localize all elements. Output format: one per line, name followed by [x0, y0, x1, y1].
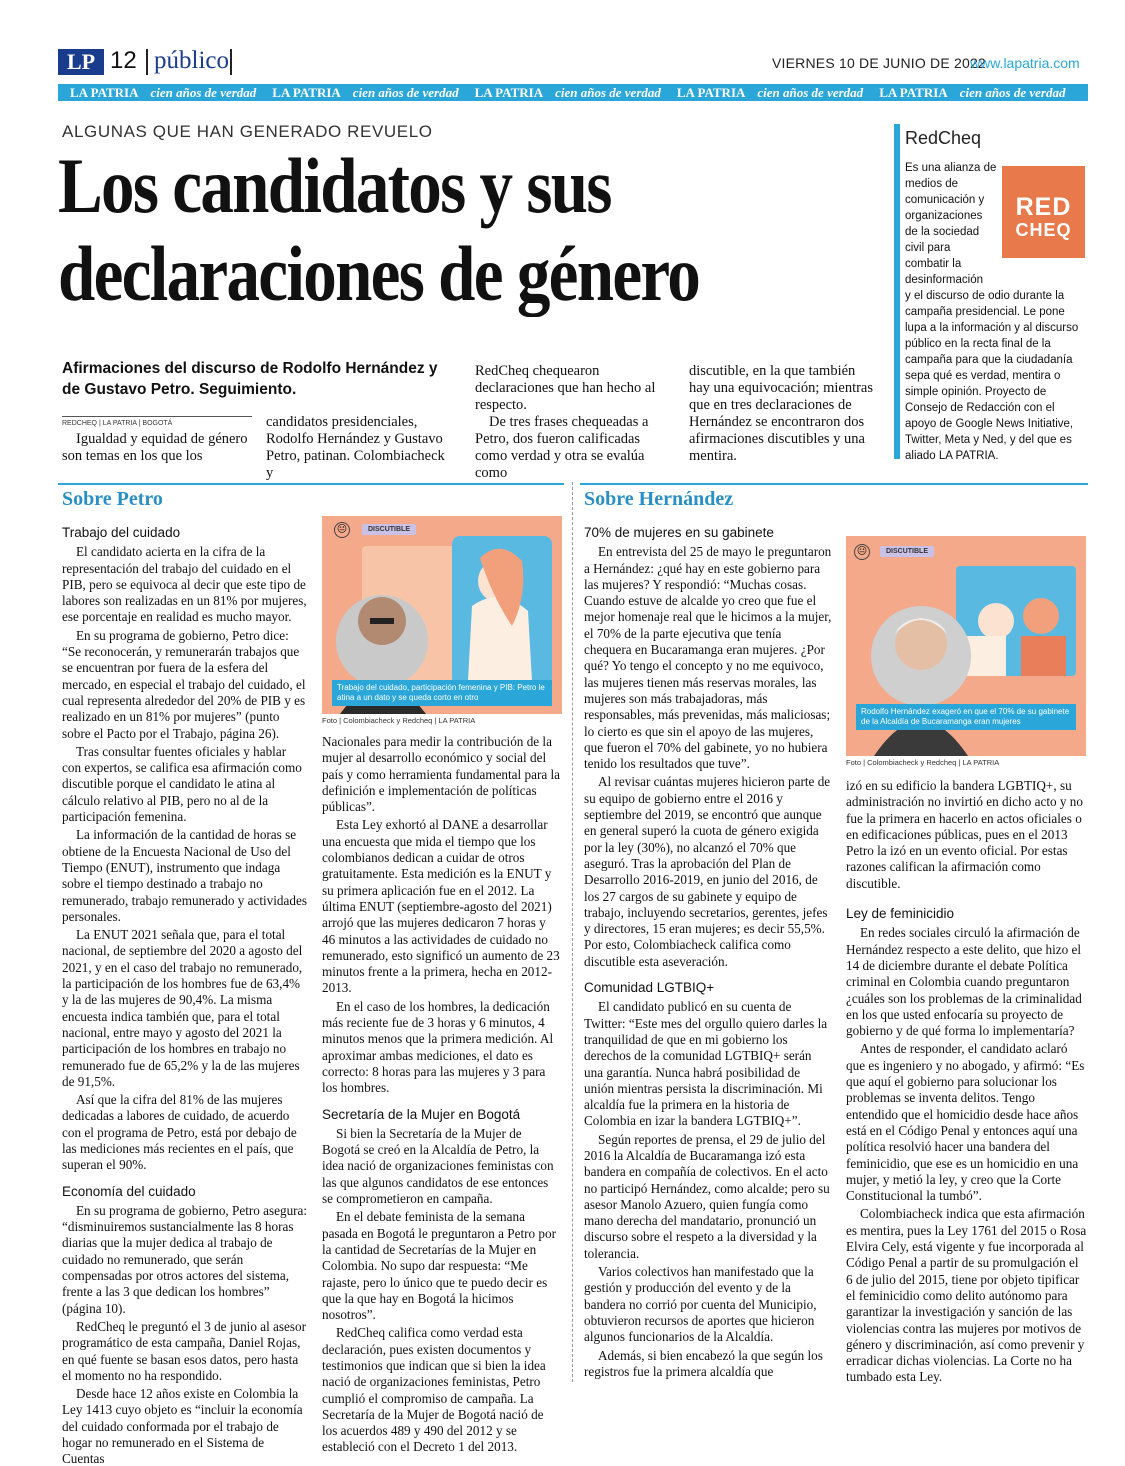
section-rule [580, 483, 1088, 485]
photo-credit: Foto | Colombiacheck y Redcheq | LA PATRIA [846, 758, 1000, 767]
hernandez-photo [846, 536, 1086, 756]
paragraph: Así que la cifra del 81% de las mujeres dedicadas a labores de cuidado, de acuerdo con el programa de Petro, está por debajo de las mediciones más recientes en el país, que superan el 90%. [62, 1092, 297, 1173]
lp-logo: LP [58, 49, 104, 75]
paragraph: Tras consultar fuentes oficiales y hablar con expertos, se califica esa afirmación como discutible porque el candidato le atina al cálculo relativo al PIB, pero no al de la participación femenina. [62, 743, 302, 825]
band-brand: LA PATRIA [474, 85, 544, 100]
issue-date: VIERNES 10 DE JUNIO DE 2022 [772, 55, 986, 71]
article-title: Los candidatos y sus declaraciones de género [58, 142, 700, 317]
paragraph: En el debate feminista de la semana pasada en Bogotá le preguntaron a Petro por la cantidad de Secretarías de la Mujer en Colombia. No supo dar respuesta: “Me rajaste, pero lo único que te puedo decir es que la que hay en Bogotá la hicimos nosotros”. [322, 1209, 557, 1323]
photo-caption: Rodolfo Hernández exageró en que el 70% de su gabinete de la Alcaldía de Bucaramanga eran mujeres [856, 704, 1076, 730]
paragraph: La información de la cantidad de horas se obtiene de la Encuesta Nacional de Uso del Tiempo (ENUT), instrumento que indaga sobre el tiempo destinado a trabajo no remunerado, trabajo remunerado y actividades personales. [62, 827, 307, 924]
paragraph: Además, si bien encabezó la que según los registros fue la primera alcaldía que [584, 1347, 823, 1379]
neutral-face-icon: 😐 [334, 522, 350, 538]
paragraph: Si bien la Secretaría de la Mujer de Bogotá se creó en la Alcaldía de Petro, la idea nació de organizaciones feministas con las que algunos candidatos de ese entonces se comprometieron en campaña. [322, 1125, 554, 1207]
paragraph: RedCheq califica como verdad esta declaración, pues existen documentos y testimonios que indican que si bien la idea nació de organizaciones feministas, Petro cumplió el compromiso de campaña. La Secretaría de la Mujer de Bogotá nació de los acuerdos 489 y 490 del 2012 y se estableció con el Decreto 1 del 2013. [322, 1325, 546, 1455]
band-slogan: cien años de verdad [959, 85, 1066, 100]
byline-rule [62, 416, 252, 417]
hernandez-column-2 [846, 778, 1088, 1388]
byline: REDCHEQ | LA PATRIA | BOGOTÁ [62, 420, 173, 427]
paragraph: En entrevista del 25 de mayo le preguntaron a Hernández: ¿qué hay en este gobierno para las mujeres? Y respondió: “Muchas cosas. Cuando estuve de alcalde yo creo que fue el mejor homenaje real que le hicimos a la mujer, el 70% de la parte ejecutiva que tenía chequera en Bucaramanga eran mujeres. ¿Por qué? Yo tengo el concepto y no me equivoco, las mujeres tienen más reservas morales, las mujeres son más trabajadoras, más responsables, más prevenidas, más maliciosas; lo cierto es que sin el apoyo de las mujeres, que fueron el 70% del gabinete, yo no hubiera tenido los resultados que tuve”. [584, 544, 832, 772]
divider [230, 49, 232, 75]
intro-text: De tres frases chequeadas a Petro, dos fueron calificadas como verdad y otra se evalúa como [475, 414, 649, 481]
redcheq-logo: RED CHEQ [1002, 166, 1085, 258]
paragraph: Varios colectivos han manifestado que la gestión y producción del evento y de la bandera no corrió por cuenta del Municipio, obtuvieron recursos de aportes que hicieron algunos funcionarios de la Alcaldía. [584, 1264, 817, 1345]
petro-column-2 [322, 734, 562, 1458]
section-title-petro: Sobre Petro [62, 488, 163, 510]
slogan-band [58, 84, 1088, 101]
paragraph: En su programa de gobierno, Petro asegura: “disminuiremos sustancialmente las 8 horas diarias que la mujer dedica al trabajo de cuidado no remunerado, que serán compensadas por otros actores del sistema, frente a las 3 que dedican los hombres” (página 10). [62, 1202, 308, 1316]
section-name: público [154, 47, 229, 74]
website-link[interactable]: www.lapatria.com [970, 55, 1080, 71]
hernandez-column-1 [584, 525, 832, 1382]
photo-credit: Foto | Colombiacheck y Redcheq | LA PATRIA [322, 716, 476, 725]
subsection-heading: 70% de mujeres en su gabinete [584, 525, 774, 540]
redcheq-text: Es una alianza de medios de comunicación y organizaciones de la sociedad civil para combatir la desinformación [905, 162, 997, 286]
paragraph: El candidato publicó en su cuenta de Twitter: “Este mes del orgullo quiero darles la tranquilidad de que en mi gobierno los derechos de la comunidad LGTBIQ+ serán una garantía. Nunca habrá posibilidad de unión mientras persista la discriminación. Mi alcaldía fue la primera en la historia de Colombia en izar la bandera LGTBIQ+”. [584, 999, 828, 1129]
intro-column-1 [62, 431, 248, 465]
neutral-face-icon: 😐 [854, 544, 870, 560]
band-brand: LA PATRIA [676, 85, 746, 100]
paragraph: Desde hace 12 años existe en Colombia la Ley 1413 cuyo objeto es “incluir la economía del cuidado conformada por el trabajo de hogar no remunerado en el Sistema de Cuentas [62, 1386, 303, 1466]
paragraph: Según reportes de prensa, el 29 de julio del 2016 la Alcaldía de Bucaramanga izó esta bandera en compañía de colectivos. En el acto no participó Hernández, como alcalde; pero su asesor Manolo Azuero, quien fungía como mano derecha del mandatario, pronunció un discurso sobre el respeto a la diversidad y la tolerancia. [584, 1131, 830, 1261]
subsection-heading: Secretaría de la Mujer en Bogotá [322, 1106, 521, 1122]
intro-text: Igualdad y equidad de género son temas en los que los [62, 431, 248, 464]
band-brand: LA PATRIA [272, 85, 341, 100]
page-number: 12 [110, 47, 137, 74]
page-header [58, 47, 1088, 77]
subsection-heading: Comunidad LGTBIQ+ [584, 980, 715, 996]
band-slogan: cien años de verdad [352, 85, 459, 100]
band-slogan: cien años de verdad [555, 85, 661, 100]
band-brand: LA PATRIA [70, 85, 139, 100]
verdict-badge: DISCUTIBLE [880, 546, 934, 557]
subsection-heading: Economía del cuidado [62, 1183, 196, 1199]
section-title-hernandez: Sobre Hernández [584, 488, 734, 510]
paragraph: Al revisar cuántas mujeres hicieron parte de su equipo de gobierno entre el 2016 y septiembre del 2019, se encontró que aunque en general superó la cuota de género exigida por la ley (30%), no alcanzó el 70% que aseguró. Tras la aprobación del Plan de Desarrollo 2016-2019, en junio del 2016, de los 27 cargos de su gabinete y equipo de trabajo, incluyendo secretarios, gerentes, jefes y directores, 15 eran mujeres; es decir 55,5%. Por esto, Colombiacheck califica como discutible esta aseveración. [584, 774, 831, 969]
paragraph: Colombiacheck indica que esta afirmación es mentira, pues la Ley 1761 del 2015 o Rosa Elvira Cely, está vigente y fue incorporada al Código Penal a partir de su promulgación el 6 de julio del 2015, tiene por objeto tipificar el feminicidio como delito autónomo para garantizar la investigación y sanción de las violencias contra las mujeres por motivos de género y discriminación, así como prevenir y erradicar dichas violencias. La Corte no ha tumbado esta Ley. [846, 1206, 1087, 1385]
band-brand: LA PATRIA [879, 85, 948, 100]
photo-caption: Trabajo del cuidado, participación femenina y PIB: Petro le atina a un dato y se queda corto en otro [332, 680, 552, 706]
section-rule [58, 483, 564, 485]
paragraph: En el caso de los hombres, la dedicación más reciente fue de 3 horas y 6 minutos, 4 minutos menos que la primera medición. Al aproximar ambas mediciones, el dato es correcto: 8 horas para las mujeres y 3 para los hombres. [322, 998, 554, 1096]
paragraph: En su programa de gobierno, Petro dice: “Se reconocerán, y remunerarán trabajos que se encuentran por fuera de la esfera del mercado, en especial el trabajo del cuidado, el cual representa alrededor del 20% de PIB y es realizado en un 81% por mujeres” (punto sobre el Pacto por el Trabajo, página 26). [62, 627, 306, 741]
intro-column-3 [475, 363, 671, 482]
intro-text: discutible, en la que también hay una equivocación; mientras que en tres declaraciones de Hernández se encontraron dos afirmaciones discutibles y una mentira. [689, 363, 874, 464]
paragraph: RedCheq le preguntó el 3 de junio al asesor programático de esta campaña, Daniel Rojas, en qué fuente se basan esos datos, pero hasta el momento no ha respondido. [62, 1318, 306, 1383]
band-slogan: cien años de verdad [757, 85, 864, 100]
paragraph: La ENUT 2021 señala que, para el total nacional, de septiembre del 2020 a agosto del 2021, y en el caso del trabajo no remunerado, la participación de los hombres fue de 63,4% y la de las mujeres de 90,4%. La misma encuesta indica también que, para el total nacional, entre mayo y agosto del 2021 la participación de los hombres en trabajo no remunerado fue de 65,2% y la de las mujeres de 91,5%. [62, 927, 303, 1089]
redcheq-accent-bar [894, 124, 900, 459]
subsection-heading: Trabajo del cuidado [62, 525, 181, 540]
redcheq-title: RedCheq [905, 128, 982, 148]
intro-column-4 [689, 363, 879, 465]
paragraph: Esta Ley exhortó al DANE a desarrollar una encuesta que mida el tiempo que los colombianos dedican a cuidar de otros gratuitamente. Esta medición es la ENUT y su primera aplicación fue en el 2012. La última ENUT (septiembre-agosto del 2021) arrojó que las mujeres dedicaron 7 horas y 46 minutos a las actividades de cuidado no remunerado, esto significó un aumento de 23 minutos frente a la primera, hecha en 2012-2013. [322, 817, 560, 996]
intro-text: candidatos presidenciales, Rodolfo Hernández y Gustavo Petro, patinan. Colombiacheck y [266, 414, 445, 481]
section-separator [572, 482, 573, 1382]
article-subtitle: Afirmaciones del discurso de Rodolfo Hernández y de Gustavo Petro. Seguimiento. [62, 360, 438, 398]
band-slogan: cien años de verdad [150, 85, 257, 100]
petro-column-1 [62, 525, 308, 1466]
paragraph: Antes de responder, el candidato aclaró que es ingeniero y no abogado, y afirmó: “Es que aquí el gobierno para solucionar los problemas se inventa delitos. Tengo entendido que el homicidio desde hace años está en el Código Penal y entonces aquí una política resolvió hacer una bandera del feminicidio, que ese es un homicidio en una mujer, y metió la ley, y creo que la Corte Constitucional la tumbó”. [846, 1041, 1085, 1204]
verdict-badge: DISCUTIBLE [362, 524, 416, 535]
divider [146, 49, 148, 75]
paragraph: izó en su edificio la bandera LGBTIQ+, su administración no invirtió en dicho acto y no fue la primera en hacerlo en actos oficiales o en edificaciones públicas, pues en el 2013 Petro la izó en un evento oficial. Por estas razones califican la afirmación como discutible. [846, 778, 1083, 891]
petro-photo [322, 516, 562, 714]
redcheq-text: y el discurso de odio durante la campaña presidencial. Le pone lupa a la información y al discurso público en la recta final de la campaña para que la ciudadanía sepa qué es verdad, mentira o simple opinión. Proyecto de Consejo de Redacción con el apoyo de Google News Initiative, Twitter, Meta y Ned, y del que es aliado LA PATRIA. [905, 290, 1079, 462]
subsection-heading: Ley de feminicidio [846, 906, 955, 922]
article-kicker: ALGUNAS QUE HAN GENERADO REVUELO [62, 122, 433, 141]
intro-column-2 [266, 414, 452, 482]
paragraph: En redes sociales circuló la afirmación de Hernández respecto a este delito, que hizo el 14 de diciembre durante el debate Política criminal en Colombia cuando preguntaron ¿cuáles son los problemas de la criminalidad en los que usted enfocaría su proyecto de gobierno y de qué forma lo implementaría? [846, 925, 1082, 1039]
paragraph: El candidato acierta en la cifra de la representación del trabajo del cuidado en el PIB, pero se equivoca al decir que este tipo de labores son realizadas en un 81% por mujeres, ese porcentaje en realidad es mucho mayor. [62, 544, 307, 625]
intro-text: RedCheq chequearon declaraciones que han hecho al respecto. [475, 363, 656, 413]
paragraph: Nacionales para medir la contribución de la mujer al desarrollo económico y social del país y como herramienta fundamental para la definición e implementación de políticas públicas”. [322, 734, 561, 815]
